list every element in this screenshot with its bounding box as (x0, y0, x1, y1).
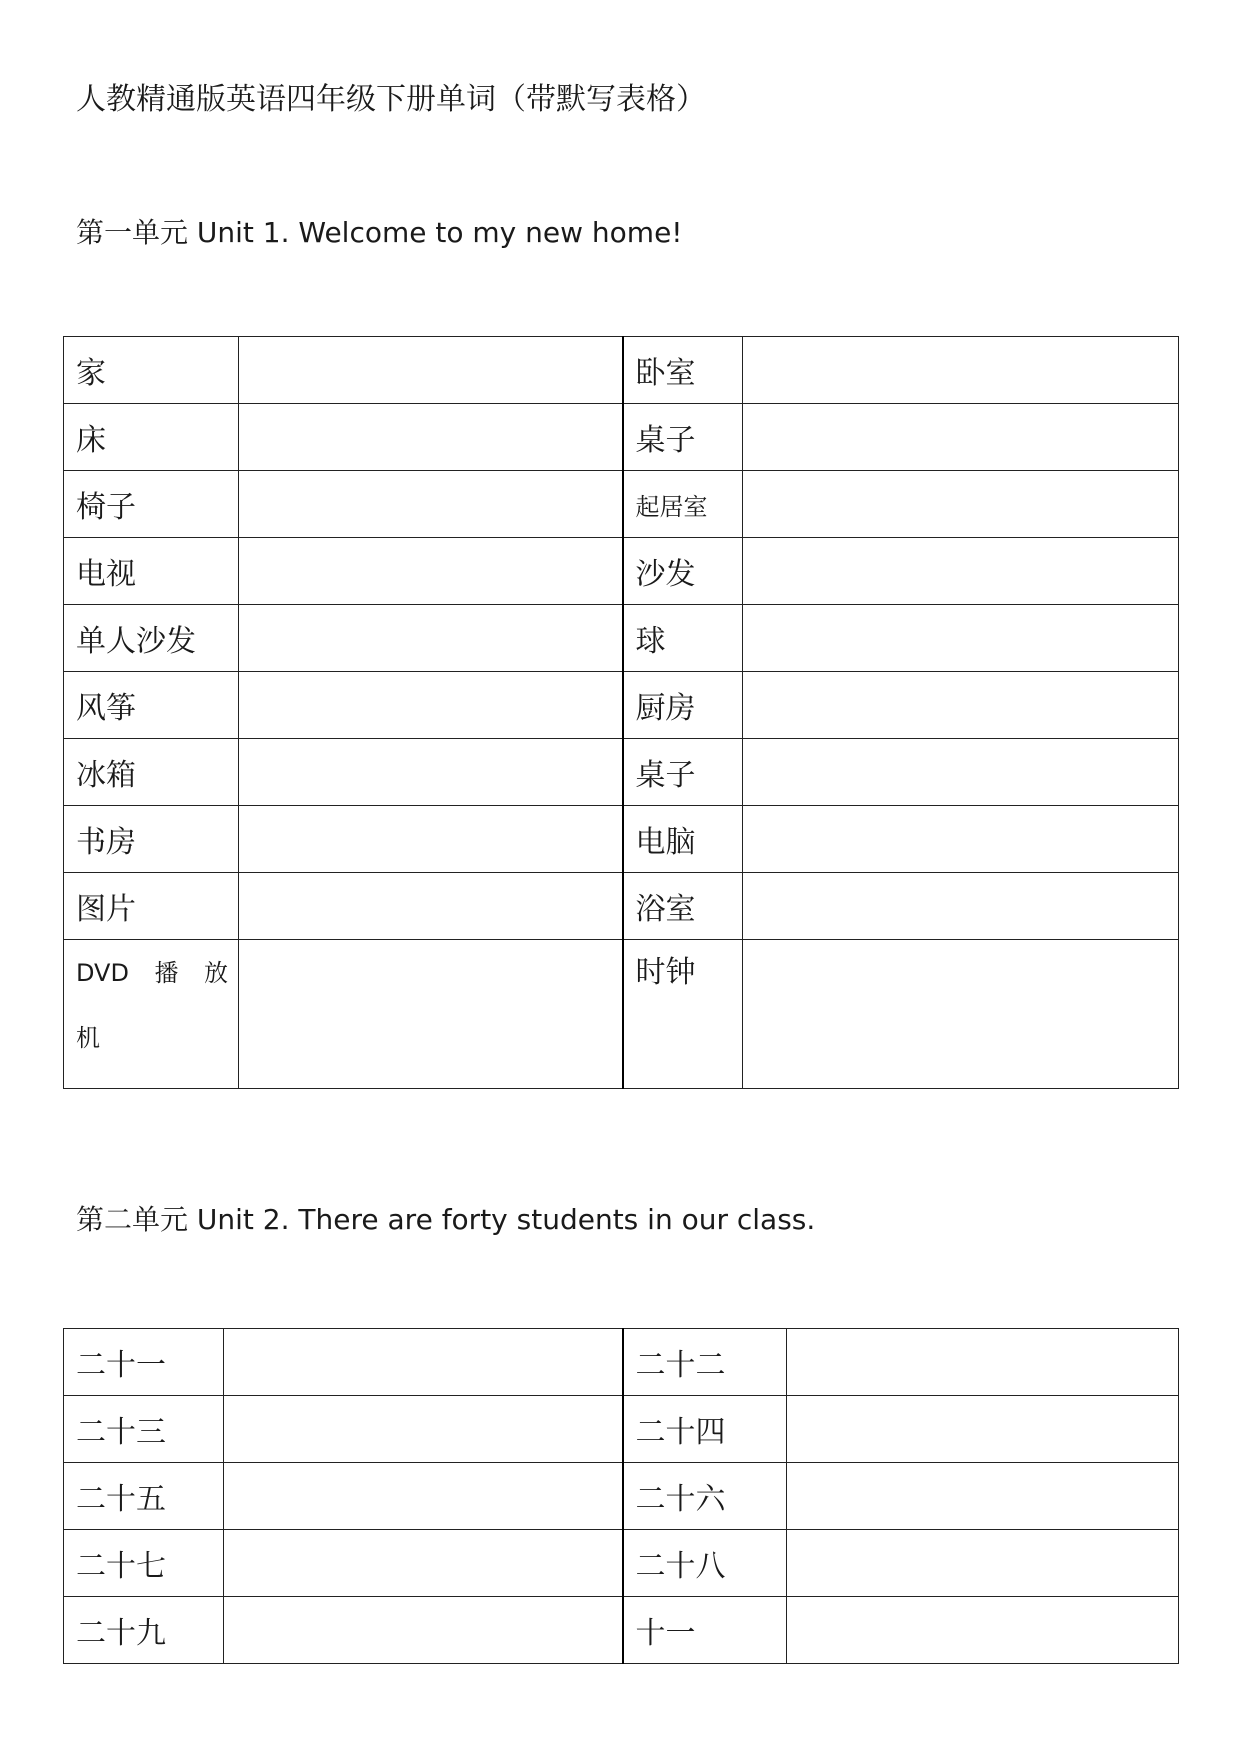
table-row (64, 873, 1179, 940)
chinese-word: 家 (64, 337, 239, 404)
unit1-heading: 第一单元 Unit 1. Welcome to my new home! (76, 216, 683, 249)
dictation-cell[interactable] (239, 605, 623, 672)
table-row (64, 806, 1179, 873)
chinese-word: 沙发 (623, 538, 743, 605)
dictation-cell[interactable] (239, 538, 623, 605)
document-title: 人教精通版英语四年级下册单词（带默写表格） (76, 82, 706, 117)
chinese-word: 浴室 (623, 873, 743, 940)
unit1-vocab-table (63, 336, 1179, 1089)
chinese-word: 冰箱 (64, 739, 239, 806)
chinese-word: 桌子 (623, 739, 743, 806)
chinese-word: 厨房 (623, 672, 743, 739)
chinese-word: 桌子 (623, 404, 743, 471)
chinese-word: 起居室 (623, 471, 743, 538)
table-row (64, 1597, 1179, 1664)
dictation-cell[interactable] (743, 873, 1179, 940)
dvd-word-part: DVD (76, 959, 129, 987)
dictation-cell[interactable] (239, 940, 623, 1089)
chinese-word: 电脑 (623, 806, 743, 873)
dictation-cell[interactable] (239, 404, 623, 471)
table-row (64, 672, 1179, 739)
chinese-word: 球 (623, 605, 743, 672)
chinese-number: 十一 (623, 1597, 787, 1664)
chinese-number: 二十二 (623, 1329, 787, 1396)
table-row (64, 739, 1179, 806)
table-row (64, 1396, 1179, 1463)
dictation-cell[interactable] (224, 1396, 623, 1463)
chinese-word: 时钟 (623, 940, 743, 1089)
dvd-word-part: 放 (204, 959, 228, 987)
chinese-number: 二十七 (64, 1530, 224, 1597)
chinese-word: 书房 (64, 806, 239, 873)
table-row (64, 404, 1179, 471)
chinese-number: 二十四 (623, 1396, 787, 1463)
table-row (64, 605, 1179, 672)
chinese-word: 卧室 (623, 337, 743, 404)
dictation-cell[interactable] (239, 873, 623, 940)
table-row (64, 1329, 1179, 1396)
dictation-cell[interactable] (239, 337, 623, 404)
dictation-cell[interactable] (743, 739, 1179, 806)
chinese-word: 椅子 (64, 471, 239, 538)
chinese-word: 床 (64, 404, 239, 471)
dictation-cell[interactable] (743, 337, 1179, 404)
chinese-number: 二十九 (64, 1597, 224, 1664)
dictation-cell[interactable] (787, 1396, 1179, 1463)
dictation-cell[interactable] (239, 471, 623, 538)
unit2-heading: 第二单元 Unit 2. There are forty students in our class. (76, 1203, 816, 1236)
dictation-cell[interactable] (224, 1597, 623, 1664)
table-row (64, 1530, 1179, 1597)
dictation-cell[interactable] (743, 404, 1179, 471)
dictation-cell[interactable] (224, 1530, 623, 1597)
chinese-word: 风筝 (64, 672, 239, 739)
chinese-number: 二十五 (64, 1463, 224, 1530)
chinese-number: 二十一 (64, 1329, 224, 1396)
chinese-number: 二十六 (623, 1463, 787, 1530)
chinese-word: 电视 (64, 538, 239, 605)
dictation-cell[interactable] (743, 672, 1179, 739)
table-row (64, 538, 1179, 605)
dictation-cell[interactable] (743, 471, 1179, 538)
dictation-cell[interactable] (787, 1329, 1179, 1396)
dictation-cell[interactable] (743, 806, 1179, 873)
dictation-cell[interactable] (787, 1597, 1179, 1664)
chinese-number: 二十三 (64, 1396, 224, 1463)
table-row (64, 1463, 1179, 1530)
dictation-cell[interactable] (787, 1463, 1179, 1530)
dictation-cell[interactable] (224, 1463, 623, 1530)
chinese-number: 二十八 (623, 1530, 787, 1597)
table-row (64, 337, 1179, 404)
dictation-cell[interactable] (239, 739, 623, 806)
dictation-cell[interactable] (787, 1530, 1179, 1597)
chinese-word-dvd-player (64, 940, 239, 1089)
dvd-word-part: 播 (154, 959, 179, 987)
chinese-word: 图片 (64, 873, 239, 940)
dvd-word-part: 机 (76, 1024, 100, 1052)
dictation-cell[interactable] (239, 672, 623, 739)
dictation-cell[interactable] (743, 940, 1179, 1089)
chinese-word: 单人沙发 (64, 605, 239, 672)
dictation-cell[interactable] (239, 806, 623, 873)
dictation-cell[interactable] (743, 538, 1179, 605)
unit2-vocab-table (63, 1328, 1179, 1664)
dictation-cell[interactable] (224, 1329, 623, 1396)
dictation-cell[interactable] (743, 605, 1179, 672)
table-row (64, 940, 1179, 1089)
table-row (64, 471, 1179, 538)
